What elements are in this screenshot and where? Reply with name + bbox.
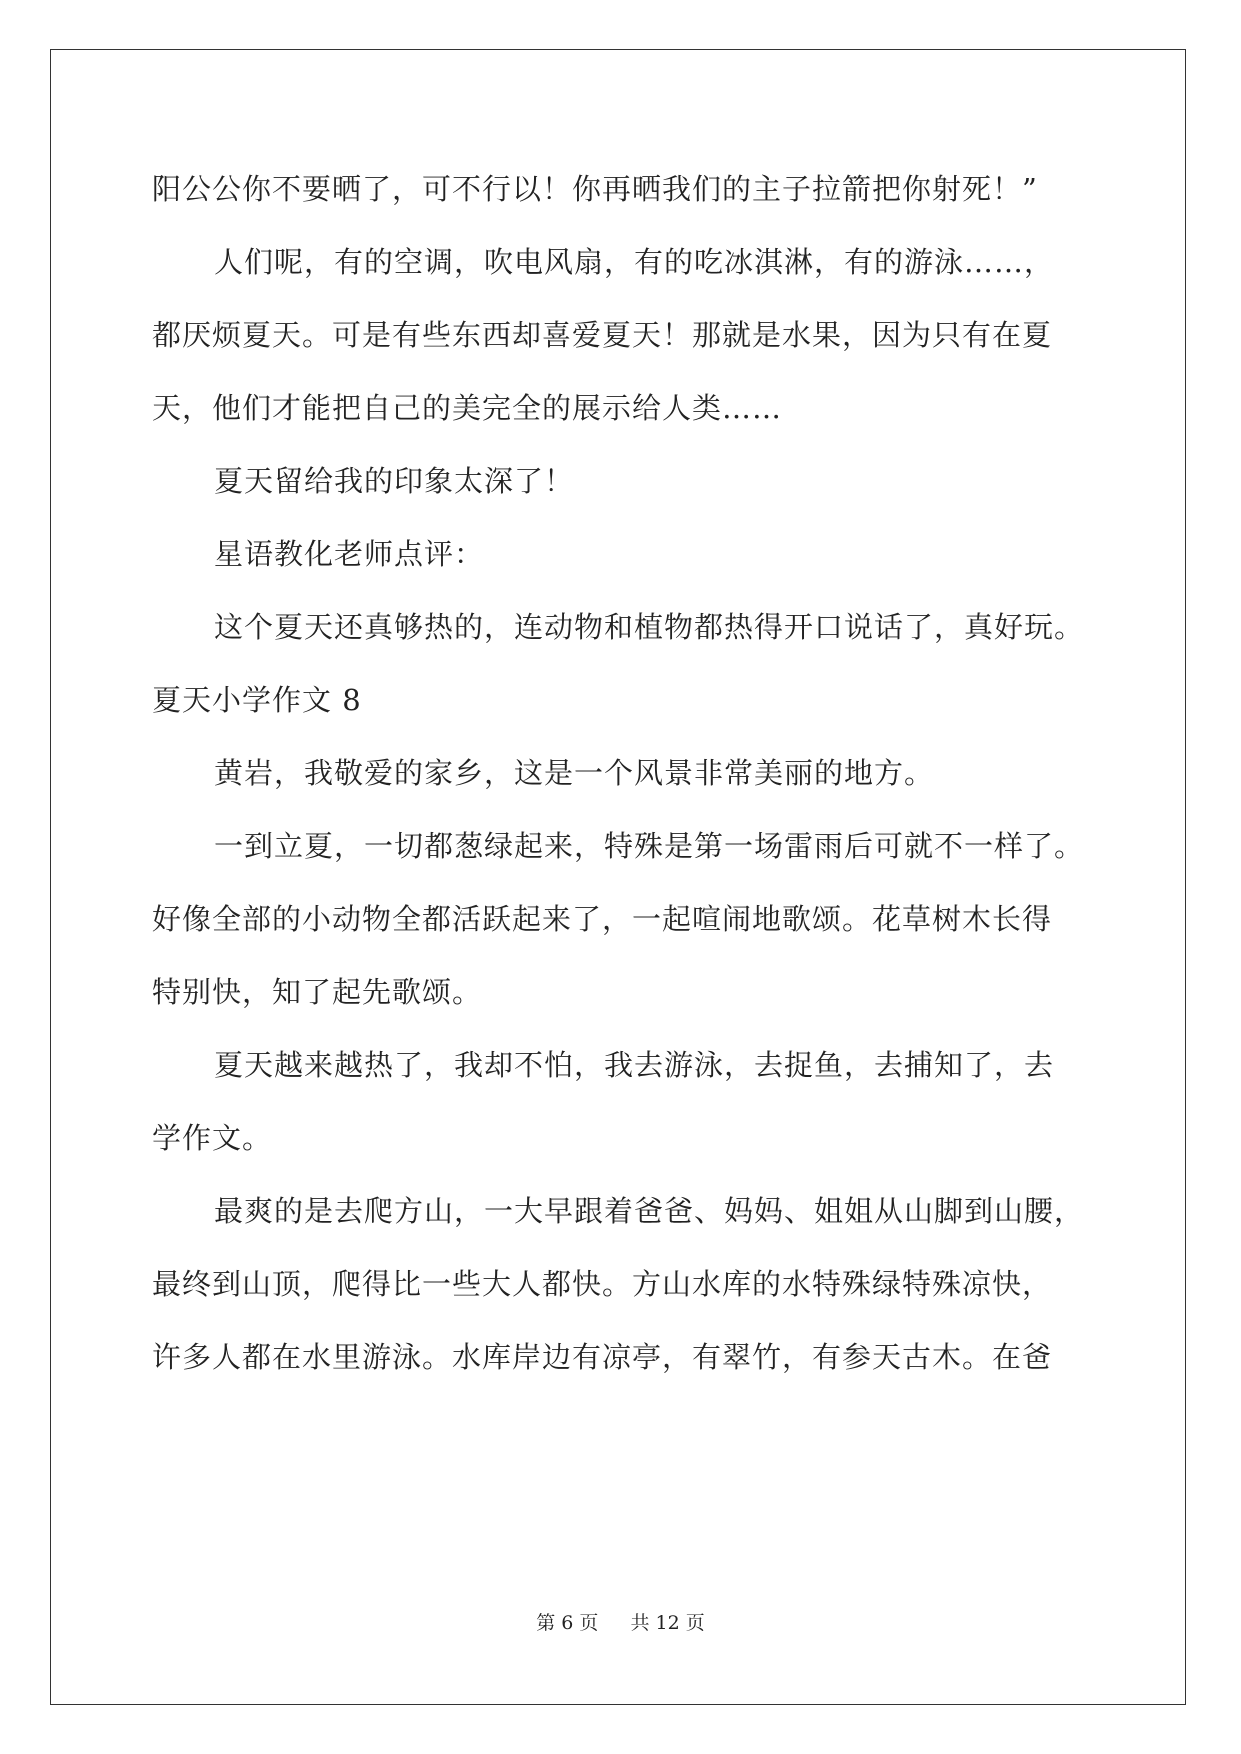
text-line: 许多人都在水里游泳。水库岸边有凉亭，有翠竹，有参天古木。在爸: [152, 1340, 1053, 1374]
page-footer: [0, 1611, 1241, 1635]
paragraph-line: 夏天留给我的印象太深了！: [214, 464, 575, 498]
text-line: 学作文。: [152, 1121, 273, 1155]
paragraph-line: 星语教化老师点评：: [214, 537, 485, 571]
paragraph-line: 最爽的是去爬方山，一大早跟着爸爸、妈妈、姐姐从山脚到山腰，: [214, 1194, 1085, 1228]
paragraph-line: 一到立夏，一切都葱绿起来，特殊是第一场雷雨后可就不一样了。: [214, 829, 1085, 863]
page-number-total: 共 12 页: [630, 1612, 705, 1634]
text-line: 好像全部的小动物全都活跃起来了，一起喧闹地歌颂。花草树木长得: [152, 902, 1053, 936]
paragraph-line: 夏天越来越热了，我却不怕，我去游泳，去捉鱼，去捕知了，去: [214, 1048, 1055, 1082]
page-number-current: 第 6 页: [536, 1612, 599, 1634]
paragraph-line: 黄岩，我敬爱的家乡，这是一个风景非常美丽的地方。: [214, 756, 935, 790]
text-line: 阳公公你不要晒了，可不行以！你再晒我们的主子拉箭把你射死！”: [152, 172, 1038, 206]
page-border: [50, 49, 1186, 1705]
paragraph-line: 这个夏天还真够热的，连动物和植物都热得开口说话了，真好玩。: [214, 610, 1085, 644]
text-line: 天，他们才能把自己的美完全的展示给人类……: [152, 391, 783, 425]
text-line: 都厌烦夏天。可是有些东西却喜爱夏天！那就是水果，因为只有在夏: [152, 318, 1053, 352]
paragraph-line: 人们呢，有的空调，吹电风扇，有的吃冰淇淋，有的游泳……，: [214, 245, 1055, 279]
text-line: 特别快，知了起先歌颂。: [152, 975, 483, 1009]
section-heading: 夏天小学作文 8: [152, 683, 362, 717]
text-line: 最终到山顶，爬得比一些大人都快。方山水库的水特殊绿特殊凉快，: [152, 1267, 1053, 1301]
